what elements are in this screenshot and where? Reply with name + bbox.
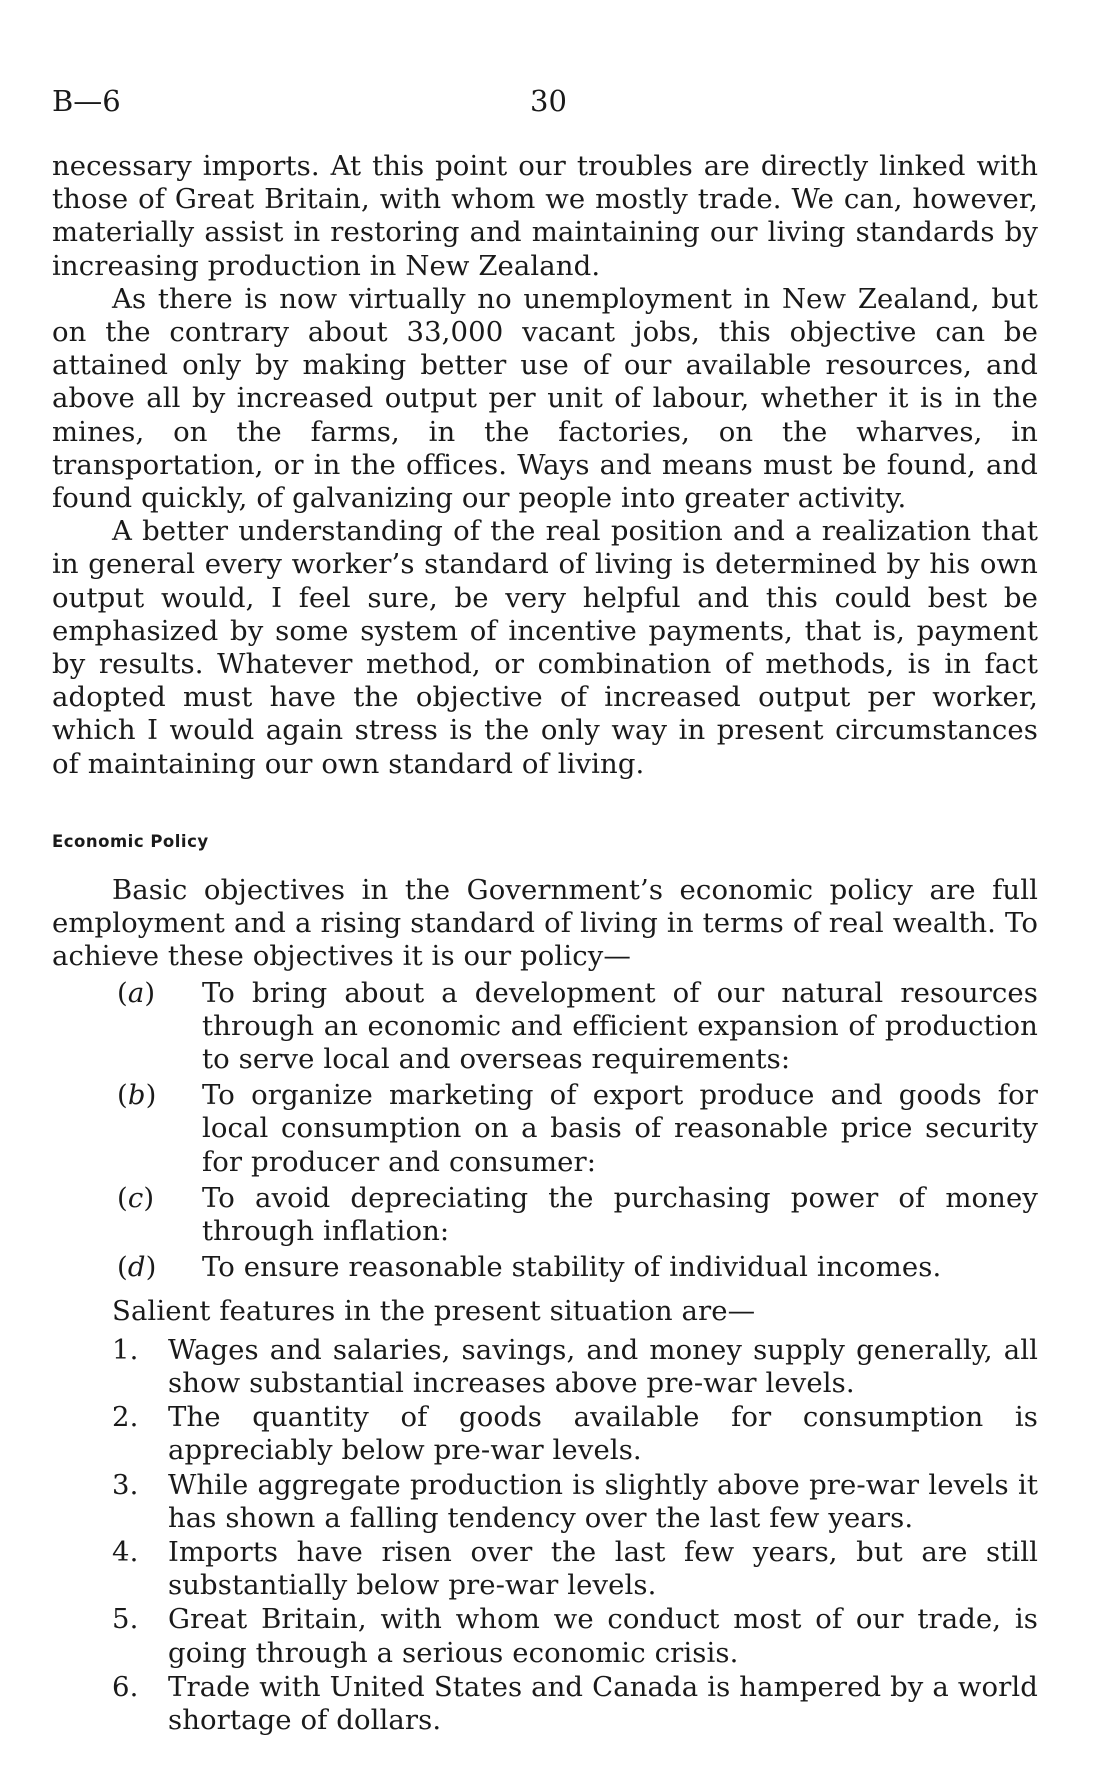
- list-item-text: Trade with United States and Canada is hampered by a world shortage of dollars.: [168, 1670, 1038, 1736]
- list-item-label: (d): [117, 1251, 157, 1284]
- list-item-text: To avoid depreciating the purchasing power of money through inflation:: [202, 1181, 1038, 1248]
- section-heading: Economic Policy: [52, 831, 209, 851]
- policy-intro: Basic objectives in the Government’s economic policy are full employment and a rising standard of living in terms of real wealth. To achieve these objectives it is our policy—: [52, 874, 1038, 973]
- list-item-text: The quantity of goods available for consumption is appreciably below pre-war levels.: [168, 1401, 1038, 1467]
- list-item-number: 1.: [112, 1333, 139, 1366]
- paragraph-continuation: necessary imports. At this point our troubles are directly linked with those of Great Britain, with whom we mostly trade. We can, however, materially assist in restoring and maintaining our living standards by increasing production in New Zealand.: [52, 150, 1038, 282]
- list-item-text: Great Britain, with whom we conduct most of our trade, is going through a serious economic crisis.: [168, 1603, 1038, 1669]
- list-item: [52, 1536, 1038, 1602]
- paragraph-incentive: A better understanding of the real position and a realization that in general every worker’s standard of living is determined by his own output would, I feel sure, be very helpful and this could best be emphasized by some system of incentive payments, that is, payment by results. Whatever method, or combination of methods, is in fact adopted must have the objective of increased output per worker, which I would again stress is the only way in present circumstances of maintaining our own standard of living.: [52, 515, 1038, 780]
- list-item-text: While aggregate production is slightly above pre-war levels it has shown a falling tendency over the last few years.: [168, 1468, 1038, 1534]
- objectives-list: [52, 977, 1038, 1285]
- list-item-text: To ensure reasonable stability of individual incomes.: [202, 1251, 942, 1284]
- list-item: [52, 1401, 1038, 1467]
- list-item: [52, 977, 1038, 1077]
- list-item-text: To bring about a development of our natural resources through an economic and efficient expansion of production to serve local and overseas requirements:: [202, 976, 1038, 1076]
- list-item: [52, 1079, 1038, 1179]
- page-reference: B—6: [52, 84, 121, 118]
- page-number: 30: [530, 84, 567, 118]
- list-item: [52, 1671, 1038, 1737]
- list-item-text: Wages and salaries, savings, and money supply generally, all show substantial increases above pre-war levels.: [168, 1333, 1038, 1399]
- list-item-number: 5.: [112, 1603, 139, 1636]
- list-item-label: (b): [117, 1079, 157, 1112]
- list-item-number: 3.: [112, 1468, 139, 1501]
- list-item-label: (c): [117, 1181, 155, 1214]
- list-item: [52, 1603, 1038, 1669]
- list-item-number: 2.: [112, 1401, 139, 1434]
- list-item-text: Imports have risen over the last few years, but are still substantially below pre-war levels.: [168, 1535, 1038, 1602]
- list-item-text: To organize marketing of export produce and goods for local consumption on a basis of reasonable price security for producer and consumer:: [202, 1079, 1038, 1178]
- page-header: [0, 84, 1114, 124]
- list-item-number: 4.: [112, 1535, 139, 1568]
- list-item: [52, 1182, 1038, 1248]
- list-item: [52, 1251, 1038, 1284]
- list-item: [52, 1334, 1038, 1400]
- page-body: [52, 150, 1038, 1738]
- list-item-label: (a): [117, 976, 156, 1009]
- features-list: [52, 1334, 1038, 1737]
- paragraph-unemployment: As there is now virtually no unemployment in New Zealand, but on the contrary about 33,000 vacant jobs, this objective can be attained only by making better use of our available resources, and above all by increased output per unit of labour, whether it is in the mines, on the farms, in the factories, on the wharves, in transportation, or in the offices. Ways and means must be found, and found quickly, of galvanizing our people into greater activity.: [52, 282, 1038, 515]
- list-item: [52, 1469, 1038, 1535]
- list-item-number: 6.: [112, 1670, 139, 1703]
- salient-intro: Salient features in the present situation are—: [112, 1294, 756, 1327]
